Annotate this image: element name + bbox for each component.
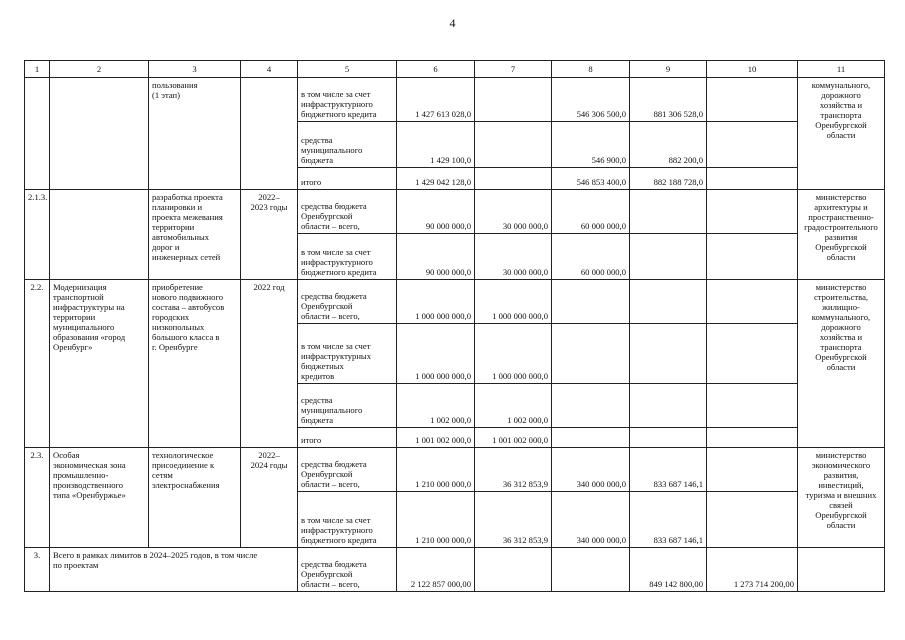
header-cell: 2 xyxy=(50,61,149,78)
amount-year4-cell xyxy=(707,384,798,428)
amount-year2-cell: 60 000 000,0 xyxy=(552,190,630,234)
amount-year2-cell xyxy=(552,280,630,324)
funding-source-cell: средства бюджета Оренбургской области – всего, xyxy=(298,448,397,492)
header-cell: 11 xyxy=(798,61,885,78)
amount-year1-cell xyxy=(475,122,552,168)
table-row xyxy=(25,548,885,592)
amount-year3-cell: 882 188 728,0 xyxy=(630,168,707,190)
amount-total-cell: 1 001 002 000,0 xyxy=(397,428,475,448)
amount-year3-cell xyxy=(630,384,707,428)
responsible-executor-cell: министерство экономического развития, инвестиций, туризма и внешних связей Оренбургской области xyxy=(798,448,885,548)
header-cell: 6 xyxy=(397,61,475,78)
measure-name-cell: Всего в рамках лимитов в 2024–2025 годов, в том числе по проектам xyxy=(50,548,298,592)
measure-name-cell xyxy=(50,190,149,280)
period-cell: 2022 год xyxy=(241,280,298,448)
measure-name-cell xyxy=(50,78,149,190)
funding-source-cell: средства бюджета Оренбургской области – всего, xyxy=(298,190,397,234)
amount-year2-cell: 546 900,0 xyxy=(552,122,630,168)
table-row xyxy=(25,448,885,492)
project-description-cell: пользования (1 этап) xyxy=(149,78,241,190)
header-cell: 8 xyxy=(552,61,630,78)
page-number: 4 xyxy=(449,16,456,30)
amount-year3-cell: 833 687 146,1 xyxy=(630,492,707,548)
amount-year2-cell: 546 853 400,0 xyxy=(552,168,630,190)
amount-year2-cell xyxy=(552,324,630,384)
amount-year2-cell xyxy=(552,428,630,448)
funding-source-cell: итого xyxy=(298,428,397,448)
responsible-executor-cell: министерство архитектуры и пространственно- градостроительного развития Оренбургской области xyxy=(798,190,885,280)
amount-year3-cell xyxy=(630,324,707,384)
funding-source-cell: средства бюджета Оренбургской области – всего, xyxy=(298,280,397,324)
responsible-executor-cell: министерство строительства, жилищно- коммунального, дорожного хозяйства и транспорта Оренбургской области xyxy=(798,280,885,448)
header-cell: 9 xyxy=(630,61,707,78)
amount-total-cell: 1 210 000 000,0 xyxy=(397,492,475,548)
period-cell xyxy=(241,78,298,190)
amount-year2-cell xyxy=(552,384,630,428)
row-number-cell: 2.2. xyxy=(25,280,50,448)
funding-source-cell: в том числе за счет инфраструктурных бюджетных кредитов xyxy=(298,324,397,384)
header-cell: 4 xyxy=(241,61,298,78)
amount-year3-cell xyxy=(630,428,707,448)
header-cell: 3 xyxy=(149,61,241,78)
amount-year3-cell xyxy=(630,190,707,234)
amount-total-cell: 1 429 100,0 xyxy=(397,122,475,168)
header-cell: 5 xyxy=(298,61,397,78)
amount-year4-cell: 1 273 714 200,00 xyxy=(707,548,798,592)
amount-year1-cell xyxy=(475,168,552,190)
amount-year3-cell: 882 200,0 xyxy=(630,122,707,168)
amount-year3-cell: 833 687 146,1 xyxy=(630,448,707,492)
amount-year1-cell: 1 000 000 000,0 xyxy=(475,324,552,384)
amount-year4-cell xyxy=(707,324,798,384)
amount-year1-cell: 30 000 000,0 xyxy=(475,190,552,234)
funding-source-cell: в том числе за счет инфраструктурного бюджетного кредита xyxy=(298,234,397,280)
amount-year2-cell: 60 000 000,0 xyxy=(552,234,630,280)
amount-year3-cell xyxy=(630,234,707,280)
table-row xyxy=(25,190,885,234)
amount-total-cell: 1 429 042 128,0 xyxy=(397,168,475,190)
measure-name-cell: Особая экономическая зона промышленно- производственного типа «Оренбуржье» xyxy=(50,448,149,548)
amount-total-cell: 1 427 613 028,0 xyxy=(397,78,475,122)
amount-total-cell: 2 122 857 000,00 xyxy=(397,548,475,592)
amount-year4-cell xyxy=(707,280,798,324)
amount-year1-cell: 36 312 853,9 xyxy=(475,492,552,548)
amount-year4-cell xyxy=(707,234,798,280)
amount-year4-cell xyxy=(707,428,798,448)
budget-table xyxy=(24,60,885,592)
amount-year1-cell: 1 000 000 000,0 xyxy=(475,280,552,324)
amount-year1-cell xyxy=(475,78,552,122)
amount-year2-cell xyxy=(552,548,630,592)
amount-total-cell: 1 210 000 000,0 xyxy=(397,448,475,492)
funding-source-cell: средства муниципального бюджета xyxy=(298,384,397,428)
row-number-cell: 2.1.3. xyxy=(25,190,50,280)
project-description-cell: разработка проекта планировки и проекта межевания территории автомобильных дорог и инженерных сетей xyxy=(149,190,241,280)
header-cell: 1 xyxy=(25,61,50,78)
measure-name-cell: Модернизация транспортной инфраструктуры на территории муниципального образования «город Оренбург» xyxy=(50,280,149,448)
header-cell: 7 xyxy=(475,61,552,78)
amount-year1-cell xyxy=(475,548,552,592)
amount-year4-cell xyxy=(707,122,798,168)
table-body xyxy=(25,61,885,592)
period-cell: 2022– 2024 годы xyxy=(241,448,298,548)
period-cell: 2022– 2023 годы xyxy=(241,190,298,280)
funding-source-cell: в том числе за счет инфраструктурного бюджетного кредита xyxy=(298,78,397,122)
responsible-executor-cell xyxy=(798,548,885,592)
row-number-cell: 3. xyxy=(25,548,50,592)
amount-year4-cell xyxy=(707,492,798,548)
row-number-cell: 2.3. xyxy=(25,448,50,548)
row-number-cell xyxy=(25,78,50,190)
amount-year1-cell: 1 001 002 000,0 xyxy=(475,428,552,448)
amount-year4-cell xyxy=(707,448,798,492)
amount-year3-cell xyxy=(630,280,707,324)
funding-source-cell: итого xyxy=(298,168,397,190)
funding-source-cell: в том числе за счет инфраструктурного бюджетного кредита xyxy=(298,492,397,548)
amount-total-cell: 1 002 000,0 xyxy=(397,384,475,428)
amount-total-cell: 90 000 000,0 xyxy=(397,190,475,234)
amount-year4-cell xyxy=(707,78,798,122)
header-cell: 10 xyxy=(707,61,798,78)
amount-total-cell: 1 000 000 000,0 xyxy=(397,280,475,324)
amount-total-cell: 1 000 000 000,0 xyxy=(397,324,475,384)
amount-year2-cell: 340 000 000,0 xyxy=(552,448,630,492)
funding-source-cell: средства бюджета Оренбургской области – всего, xyxy=(298,548,397,592)
table-row xyxy=(25,78,885,122)
table-row xyxy=(25,280,885,324)
project-description-cell: приобретение нового подвижного состава – автобусов городских низкопольных большого класса в г. Оренбурге xyxy=(149,280,241,448)
funding-source-cell: средства муниципального бюджета xyxy=(298,122,397,168)
amount-year4-cell xyxy=(707,168,798,190)
responsible-executor-cell: коммунального, дорожного хозяйства и транспорта Оренбургской области xyxy=(798,78,885,190)
amount-year3-cell: 881 306 528,0 xyxy=(630,78,707,122)
amount-year1-cell: 1 002 000,0 xyxy=(475,384,552,428)
amount-year1-cell: 30 000 000,0 xyxy=(475,234,552,280)
amount-year2-cell: 546 306 500,0 xyxy=(552,78,630,122)
project-description-cell: технологическое присоединение к сетям электроснабжения xyxy=(149,448,241,548)
amount-year1-cell: 36 312 853,9 xyxy=(475,448,552,492)
header-row xyxy=(25,61,885,78)
amount-total-cell: 90 000 000,0 xyxy=(397,234,475,280)
amount-year4-cell xyxy=(707,190,798,234)
amount-year2-cell: 340 000 000,0 xyxy=(552,492,630,548)
amount-year3-cell: 849 142 800,00 xyxy=(630,548,707,592)
